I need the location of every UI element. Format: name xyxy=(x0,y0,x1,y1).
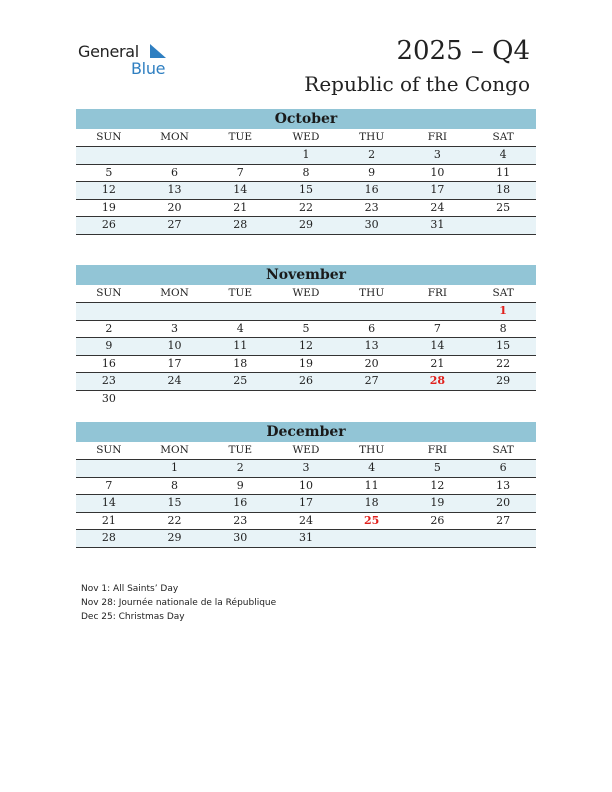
day-cell xyxy=(207,147,273,165)
logo-triangle-icon xyxy=(148,44,168,60)
weekday-label: SAT xyxy=(470,129,536,147)
weekday-label: SUN xyxy=(76,285,142,303)
weekday-label: FRI xyxy=(405,129,471,147)
weekday-label: FRI xyxy=(405,285,471,303)
day-cell: 12 xyxy=(405,477,471,495)
day-cell: 8 xyxy=(142,477,208,495)
day-cell: 31 xyxy=(405,217,471,235)
day-cell xyxy=(142,303,208,321)
day-cell: 20 xyxy=(142,199,208,217)
day-cell xyxy=(470,390,536,407)
weekday-label: SAT xyxy=(470,285,536,303)
weekday-label: FRI xyxy=(405,442,471,460)
weekday-label: WED xyxy=(273,129,339,147)
day-cell: 11 xyxy=(207,338,273,356)
generalblue-logo xyxy=(78,42,178,82)
day-cell: 4 xyxy=(207,320,273,338)
logo-blue-text: Blue xyxy=(131,59,166,78)
day-cell: 22 xyxy=(273,199,339,217)
day-cell xyxy=(470,530,536,548)
day-cell: 7 xyxy=(207,164,273,182)
weekday-label: THU xyxy=(339,285,405,303)
day-cell: 9 xyxy=(76,338,142,356)
holiday-note: Nov 28: Journée nationale de la République xyxy=(81,598,277,608)
day-cell: 1 xyxy=(470,303,536,321)
day-cell xyxy=(405,303,471,321)
day-cell: 22 xyxy=(470,355,536,373)
day-cell: 14 xyxy=(207,182,273,200)
day-cell: 4 xyxy=(470,147,536,165)
day-cell xyxy=(339,390,405,407)
day-cell: 28 xyxy=(207,217,273,235)
holiday-note: Dec 25: Christmas Day xyxy=(81,612,185,622)
week-row xyxy=(76,303,536,321)
day-cell: 21 xyxy=(76,512,142,530)
week-row xyxy=(76,373,536,391)
day-cell: 18 xyxy=(207,355,273,373)
day-cell: 19 xyxy=(273,355,339,373)
week-row xyxy=(76,477,536,495)
weekday-label: MON xyxy=(142,285,208,303)
day-cell: 10 xyxy=(273,477,339,495)
week-row xyxy=(76,147,536,165)
day-cell: 5 xyxy=(405,460,471,478)
week-row xyxy=(76,320,536,338)
day-cell xyxy=(207,303,273,321)
day-cell xyxy=(76,147,142,165)
day-cell xyxy=(76,460,142,478)
weekday-label: TUE xyxy=(207,285,273,303)
day-cell: 8 xyxy=(273,164,339,182)
month-header: November xyxy=(76,265,536,285)
day-cell: 13 xyxy=(142,182,208,200)
day-cell xyxy=(273,390,339,407)
day-cell: 29 xyxy=(142,530,208,548)
calendar-grid xyxy=(76,285,536,407)
day-cell xyxy=(142,390,208,407)
day-cell: 30 xyxy=(207,530,273,548)
day-cell: 20 xyxy=(470,495,536,513)
week-row xyxy=(76,217,536,235)
week-row xyxy=(76,495,536,513)
day-cell: 25 xyxy=(339,512,405,530)
day-cell: 30 xyxy=(101,391,116,405)
day-cell: 10 xyxy=(405,164,471,182)
day-cell: 2 xyxy=(339,147,405,165)
day-cell: 3 xyxy=(273,460,339,478)
page-title: 2025 – Q4 xyxy=(396,36,530,66)
day-cell: 26 xyxy=(273,373,339,391)
day-cell: 14 xyxy=(405,338,471,356)
day-cell: 29 xyxy=(273,217,339,235)
day-cell: 3 xyxy=(142,320,208,338)
day-cell xyxy=(207,390,273,407)
day-cell xyxy=(76,303,142,321)
weekday-label: MON xyxy=(142,442,208,460)
day-cell: 17 xyxy=(273,495,339,513)
day-cell: 9 xyxy=(207,477,273,495)
week-row xyxy=(76,530,536,548)
day-cell: 1 xyxy=(273,147,339,165)
week-row xyxy=(76,512,536,530)
day-cell: 15 xyxy=(273,182,339,200)
weekday-label: MON xyxy=(142,129,208,147)
day-cell: 27 xyxy=(470,512,536,530)
day-cell: 21 xyxy=(207,199,273,217)
day-cell: 19 xyxy=(405,495,471,513)
day-cell xyxy=(142,147,208,165)
weekday-label: TUE xyxy=(207,129,273,147)
month-november xyxy=(76,265,536,407)
day-cell: 28 xyxy=(76,530,142,548)
day-cell: 12 xyxy=(273,338,339,356)
day-cell: 3 xyxy=(405,147,471,165)
weekday-label: THU xyxy=(339,442,405,460)
month-header: October xyxy=(76,109,536,129)
day-cell: 14 xyxy=(76,495,142,513)
day-cell: 23 xyxy=(76,373,142,391)
week-row xyxy=(76,460,536,478)
week-row xyxy=(76,355,536,373)
day-cell: 20 xyxy=(339,355,405,373)
day-cell xyxy=(405,530,471,548)
month-october xyxy=(76,109,536,235)
day-cell: 16 xyxy=(207,495,273,513)
day-cell: 9 xyxy=(339,164,405,182)
holiday-notes xyxy=(81,582,276,624)
weekday-label: THU xyxy=(339,129,405,147)
day-cell xyxy=(470,217,536,235)
day-cell: 1 xyxy=(142,460,208,478)
day-cell: 4 xyxy=(339,460,405,478)
day-cell: 28 xyxy=(405,373,471,391)
weekday-label: SAT xyxy=(470,442,536,460)
week-row xyxy=(76,338,536,356)
day-cell: 22 xyxy=(142,512,208,530)
day-cell: 25 xyxy=(207,373,273,391)
month-december xyxy=(76,422,536,548)
day-cell: 13 xyxy=(339,338,405,356)
day-cell: 5 xyxy=(273,320,339,338)
day-cell xyxy=(405,390,471,407)
week-row xyxy=(76,199,536,217)
day-cell: 24 xyxy=(405,199,471,217)
day-cell: 23 xyxy=(207,512,273,530)
day-cell xyxy=(339,530,405,548)
day-cell: 10 xyxy=(142,338,208,356)
day-cell: 26 xyxy=(405,512,471,530)
day-cell: 27 xyxy=(142,217,208,235)
day-cell: 16 xyxy=(76,355,142,373)
day-cell: 31 xyxy=(273,530,339,548)
day-cell: 19 xyxy=(76,199,142,217)
week-row xyxy=(76,182,536,200)
day-cell: 6 xyxy=(470,460,536,478)
day-cell: 18 xyxy=(470,182,536,200)
day-cell: 29 xyxy=(470,373,536,391)
weekday-label: TUE xyxy=(207,442,273,460)
day-cell: 24 xyxy=(273,512,339,530)
month-header: December xyxy=(76,422,536,442)
day-cell: 2 xyxy=(76,320,142,338)
day-cell: 2 xyxy=(207,460,273,478)
day-cell: 24 xyxy=(142,373,208,391)
calendar-grid xyxy=(76,129,536,235)
day-cell: 21 xyxy=(405,355,471,373)
day-cell: 30 xyxy=(339,217,405,235)
day-cell: 25 xyxy=(470,199,536,217)
day-cell: 7 xyxy=(405,320,471,338)
day-cell: 7 xyxy=(76,477,142,495)
day-cell: 15 xyxy=(470,338,536,356)
weekday-label: SUN xyxy=(76,442,142,460)
day-cell xyxy=(339,303,405,321)
day-cell: 17 xyxy=(142,355,208,373)
day-cell: 18 xyxy=(339,495,405,513)
holiday-note: Nov 1: All Saints’ Day xyxy=(81,584,179,594)
day-cell: 6 xyxy=(339,320,405,338)
logo-general-text: General xyxy=(78,42,139,61)
day-cell: 6 xyxy=(142,164,208,182)
day-cell: 15 xyxy=(142,495,208,513)
country-name: Republic of the Congo xyxy=(304,72,530,96)
day-cell: 11 xyxy=(470,164,536,182)
day-cell: 17 xyxy=(405,182,471,200)
day-cell: 27 xyxy=(339,373,405,391)
weekday-label: WED xyxy=(273,442,339,460)
day-cell: 23 xyxy=(339,199,405,217)
day-cell: 12 xyxy=(76,182,142,200)
day-cell: 5 xyxy=(76,164,142,182)
weekday-label: SUN xyxy=(76,129,142,147)
calendar-grid xyxy=(76,442,536,548)
day-cell: 26 xyxy=(76,217,142,235)
day-cell: 8 xyxy=(470,320,536,338)
day-cell: 13 xyxy=(470,477,536,495)
weekday-label: WED xyxy=(273,285,339,303)
day-cell: 16 xyxy=(339,182,405,200)
day-cell: 11 xyxy=(339,477,405,495)
day-cell xyxy=(273,303,339,321)
week-row xyxy=(76,164,536,182)
week-row xyxy=(76,390,536,407)
